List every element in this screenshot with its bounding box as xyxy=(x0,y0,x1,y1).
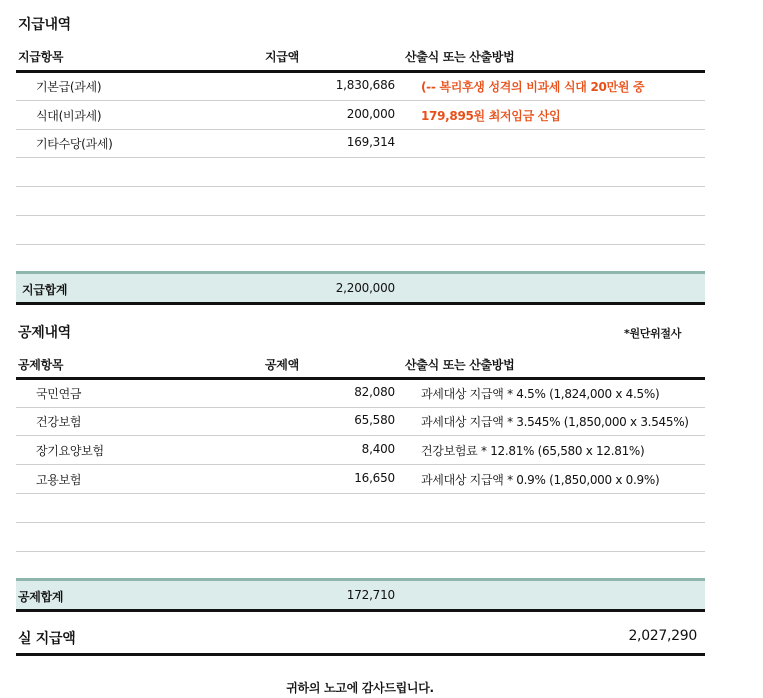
row-divider xyxy=(16,129,705,130)
deduction-item-formula: 과세대상 지급액 * 0.9% (1,850,000 x 0.9%) xyxy=(421,473,660,487)
deduction-item-label: 장기요양보험 xyxy=(36,444,104,458)
footer-message: 귀하의 노고에 감사드립니다. xyxy=(286,681,434,695)
payment-total-amount: 2,200,000 xyxy=(335,281,395,295)
deduction-item-formula: 건강보험료 * 12.81% (65,580 x 12.81%) xyxy=(421,444,645,458)
row-divider xyxy=(16,493,705,494)
row-divider xyxy=(16,435,705,436)
payment-item-label: 식대(비과세) xyxy=(36,109,102,123)
deduction-item-label: 고용보험 xyxy=(36,473,82,487)
row-divider xyxy=(16,522,705,523)
payment-total-label: 지급합계 xyxy=(22,283,68,297)
row-divider xyxy=(16,100,705,101)
deduction-total-label: 공제합계 xyxy=(18,590,64,604)
row-divider xyxy=(16,244,705,245)
deduction-item-formula: 과세대상 지급액 * 4.5% (1,824,000 x 4.5%) xyxy=(421,387,660,401)
net-pay-label: 실 지급액 xyxy=(18,631,76,647)
payment-item-amount: 169,314 xyxy=(346,135,395,149)
payment-header-method: 산출식 또는 산출방법 xyxy=(405,50,515,64)
deduction-item-amount: 65,580 xyxy=(354,413,395,427)
row-divider xyxy=(16,407,705,408)
deduction-item-label: 국민연금 xyxy=(36,387,82,401)
payment-item-note: (-- 복리후생 성격의 비과세 식대 20만원 중 xyxy=(421,80,645,94)
payment-item-note: 179,895원 최저임금 산입 xyxy=(421,109,561,123)
unit-note: *원단위절사 xyxy=(624,327,682,340)
deduction-total-rule xyxy=(16,609,705,612)
deduction-header-amount: 공제액 xyxy=(265,358,299,372)
deduction-item-label: 건강보험 xyxy=(36,415,82,429)
row-divider xyxy=(16,186,705,187)
row-divider xyxy=(16,464,705,465)
payment-item-label: 기본급(과세) xyxy=(36,80,102,94)
payment-header-item: 지급항목 xyxy=(18,50,64,64)
deduction-item-amount: 16,650 xyxy=(354,471,395,485)
row-divider xyxy=(16,157,705,158)
deduction-item-amount: 82,080 xyxy=(354,385,395,399)
deduction-item-formula: 과세대상 지급액 * 3.545% (1,850,000 x 3.545%) xyxy=(421,415,689,429)
payment-item-amount: 200,000 xyxy=(346,107,395,121)
payment-section-title: 지급내역 xyxy=(18,17,71,33)
payment-header-amount: 지급액 xyxy=(265,50,299,64)
payment-header-rule xyxy=(16,70,705,73)
deduction-section-title: 공제내역 xyxy=(18,325,71,341)
net-pay-amount: 2,027,290 xyxy=(628,628,697,644)
row-divider xyxy=(16,215,705,216)
payment-item-label: 기타수당(과세) xyxy=(36,137,113,151)
deduction-header-rule xyxy=(16,377,705,380)
deduction-item-amount: 8,400 xyxy=(361,442,395,456)
payment-total-rule xyxy=(16,302,705,305)
deduction-header-method: 산출식 또는 산출방법 xyxy=(405,358,515,372)
deduction-header-item: 공제항목 xyxy=(18,358,64,372)
row-divider xyxy=(16,551,705,552)
payment-item-amount: 1,830,686 xyxy=(335,78,395,92)
deduction-total-amount: 172,710 xyxy=(346,588,395,602)
net-pay-rule xyxy=(16,653,705,656)
